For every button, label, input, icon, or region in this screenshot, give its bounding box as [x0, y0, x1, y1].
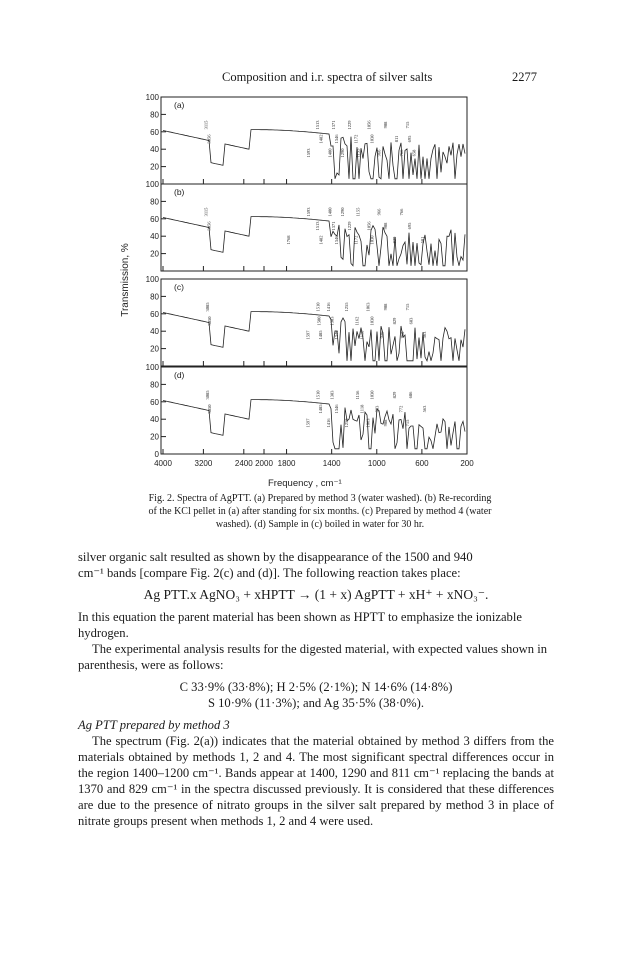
y-tick-label: 100	[145, 275, 159, 284]
peak-label: 908	[383, 121, 389, 129]
panel-label: (c)	[174, 282, 184, 292]
x-tick-label: 1000	[367, 459, 386, 468]
peak-label: 1255	[344, 418, 349, 428]
x-tick-label: 600	[415, 459, 429, 468]
x-tick-label: 1400	[322, 459, 341, 468]
peak-label: 966	[376, 208, 382, 216]
y-tick-label: 60	[150, 127, 159, 137]
peak-label: 829	[392, 236, 398, 244]
caption-line-1: Fig. 2. Spectra of AgPTT. (a) Prepared by method 3 (water washed). (b) Re-recording	[148, 493, 492, 504]
paragraph: The experimental analysis results for the digested material, with expected values shown in parenthesis, were as follows:	[78, 642, 547, 672]
peak-label: 1156	[355, 390, 361, 400]
peak-label: 760	[399, 331, 405, 339]
peak-label: 695	[407, 222, 413, 230]
peak-label: 1030	[369, 390, 375, 400]
y-tick-label: 40	[150, 415, 159, 425]
peak-label: 1346	[333, 134, 339, 144]
peak-label: 1118	[359, 404, 365, 414]
peak-label: 1482	[318, 235, 324, 245]
peak-label: 658	[411, 149, 417, 157]
peak-label: 766	[399, 149, 405, 157]
peak-label: 1400	[327, 148, 333, 158]
panel-label: (a)	[174, 100, 185, 110]
peak-label: 1290	[340, 148, 346, 158]
peak-label: 1597	[305, 330, 311, 340]
section-heading	[78, 717, 554, 733]
peak-label: 1063	[365, 418, 371, 428]
peak-label: 1416	[325, 302, 331, 312]
peak-label: 966	[376, 149, 382, 157]
y-tick-label: 60	[150, 397, 159, 407]
peak-label: 1172	[353, 134, 359, 144]
peak-label: 1155	[355, 148, 361, 158]
paragraph: In this equation the parent material has been shown as HPTT to emphasize the ionizable hydrogen.	[78, 610, 522, 640]
peak-label: 1768	[286, 235, 292, 245]
caption-line-2: of the KCl pellet in (a) after standing for six months. (c) Prepared by method 4 (water	[148, 506, 492, 517]
y-tick-label: 40	[150, 232, 159, 242]
peak-label: 1346	[333, 404, 339, 414]
peak-label: 1056	[366, 221, 372, 231]
figure-caption	[110, 492, 530, 531]
peak-label: 1383	[329, 390, 335, 400]
y-tick-label: 80	[150, 197, 159, 207]
peak-label: 1400	[327, 207, 333, 217]
peak-label: 1255	[344, 302, 349, 312]
peak-label: 1155	[355, 207, 361, 217]
y-tick-label: 60	[150, 214, 159, 224]
y-tick-label: 100	[145, 180, 159, 189]
reaction-equation: Ag PTT.x AgNO₃ + xHPTT → (1 + x) AgPTT + xH⁺ + xNO₃⁻.	[143, 587, 489, 602]
x-tick-label: 200	[460, 459, 474, 468]
peak-label: 829	[392, 317, 398, 325]
peak-label: 1030	[369, 316, 375, 326]
peak-label: 686	[408, 391, 414, 399]
peak-label: 940	[379, 331, 385, 339]
peak-label: 1593	[305, 148, 311, 158]
peak-label: 1290	[340, 207, 346, 217]
peak-annotations	[204, 120, 427, 428]
peak-label: 1513	[314, 120, 320, 130]
peak-label: 563	[422, 331, 428, 339]
peak-label: 1597	[305, 418, 311, 428]
peak-label: 715	[404, 419, 410, 427]
peak-label: 3050	[207, 316, 212, 326]
peak-label: 1030	[369, 235, 375, 245]
peak-label: 1118	[359, 330, 365, 340]
peak-label: 3056	[206, 221, 212, 231]
peak-label: 1485	[318, 330, 324, 340]
analysis-line-2: S 10·9% (11·3%); and Ag 35·5% (38·0%).	[207, 696, 425, 710]
peak-label: 3115	[203, 207, 209, 217]
peak-label: 715	[404, 121, 410, 129]
peak-label: 1063	[365, 302, 371, 312]
paragraph-line: cm⁻¹ bands [compare Fig. 2(c) and (d)]. The following reaction takes place:	[78, 566, 461, 580]
peak-label: 908	[383, 419, 389, 427]
x-axis-label: Frequency , cm⁻¹	[268, 478, 342, 489]
section-heading-text: Ag PTT prepared by method 3	[78, 718, 230, 732]
body-text	[78, 549, 554, 829]
peak-label: 1371	[330, 120, 336, 130]
peak-label: 1513	[314, 221, 320, 231]
peak-label: 829	[392, 391, 398, 399]
y-tick-label: 20	[150, 344, 159, 354]
peak-label: 908	[383, 222, 389, 230]
peak-label: 581	[420, 236, 425, 244]
peak-label: 772	[398, 405, 404, 413]
y-tick-label: 0	[154, 450, 159, 459]
y-tick-label: 20	[150, 162, 159, 172]
y-tick-label: 100	[145, 93, 159, 102]
x-tick-label: 4000	[154, 459, 172, 468]
peak-label: 1229	[347, 120, 352, 130]
peak-label: 3050	[207, 404, 212, 414]
y-tick-label: 80	[150, 292, 159, 302]
peak-label: 563	[422, 405, 428, 413]
peak-label: 3115	[203, 120, 209, 130]
running-title: Composition and i.r. spectra of silver salts	[222, 70, 433, 84]
analysis-line-1: C 33·9% (33·8%); H 2·5% (2·1%); N 14·6% (14·8%)	[179, 680, 453, 694]
paragraph: The spectrum (Fig. 2(a)) indicates that the material obtained by method 3 differs from the materials obtained by methods 1, 2 and 4. The most significant spectral differences occur in the region 1400–1200 cm⁻¹. Bands appear at 1400, 1290 and 811 cm⁻¹ replacing the bands at 1370 and 829 cm⁻¹ in the spectra discussed previously. It is considered that these differences are due to the presence of nitrato groups in the silver salt prepared by method 3 in place of nitrate groups present when methods 1, 2 and 4 were used.	[78, 734, 554, 828]
panel-label: (b)	[174, 187, 185, 197]
peak-label: 908	[383, 303, 389, 311]
peak-label: 1172	[353, 235, 359, 245]
peak-label: 1510	[315, 302, 321, 312]
peak-label: 695	[407, 135, 413, 143]
peak-label: 1030	[369, 134, 375, 144]
peak-label: 1162	[354, 316, 360, 326]
peak-label: 1371	[330, 221, 336, 231]
peak-label: 811	[394, 135, 400, 143]
x-tick-label: 2400	[234, 459, 253, 468]
peak-label: 1510	[315, 390, 321, 400]
y-tick-label: 60	[150, 309, 159, 319]
y-tick-label: 80	[150, 380, 159, 390]
peak-label: 1416	[325, 418, 331, 428]
y-axis-label: Transmission, %	[120, 243, 131, 317]
peak-label: 1229	[347, 221, 352, 231]
y-tick-label: 20	[150, 249, 159, 259]
peak-label: 1482	[318, 134, 324, 144]
paragraph-line: silver organic salt resulted as shown by the disappearance of the 1500 and 940	[78, 550, 473, 564]
y-tick-label: 20	[150, 432, 159, 442]
peak-label: 1056	[366, 120, 372, 130]
peak-label: 3056	[206, 134, 212, 144]
peak-label: 1500	[316, 316, 322, 326]
caption-line-3: washed). (d) Sample in (c) boiled in water for 30 hr.	[215, 519, 425, 530]
y-tick-label: 80	[150, 110, 159, 120]
peak-label: 3085	[205, 390, 211, 400]
peak-label: 1485	[318, 404, 324, 414]
spectra-curves	[163, 130, 465, 449]
x-tick-label: 1800	[277, 459, 296, 468]
peak-label: 3085	[205, 302, 211, 312]
peak-label: 983	[374, 405, 380, 413]
peak-label: 1593	[305, 207, 311, 217]
peak-label: 683	[408, 317, 414, 325]
x-tick-label: 3200	[194, 459, 213, 468]
x-tick-label: 2000	[255, 459, 273, 468]
peak-label: 766	[399, 208, 405, 216]
y-tick-label: 40	[150, 327, 159, 337]
peak-label: 715	[404, 303, 410, 311]
y-tick-label: 100	[145, 363, 159, 372]
y-tick-label: 40	[150, 145, 159, 155]
peak-label: 1346	[333, 330, 339, 340]
panel-label: (d)	[174, 370, 185, 380]
page-number: 2277	[512, 70, 537, 84]
peak-label: 1346	[333, 235, 339, 245]
peak-label: 1383	[329, 316, 335, 326]
